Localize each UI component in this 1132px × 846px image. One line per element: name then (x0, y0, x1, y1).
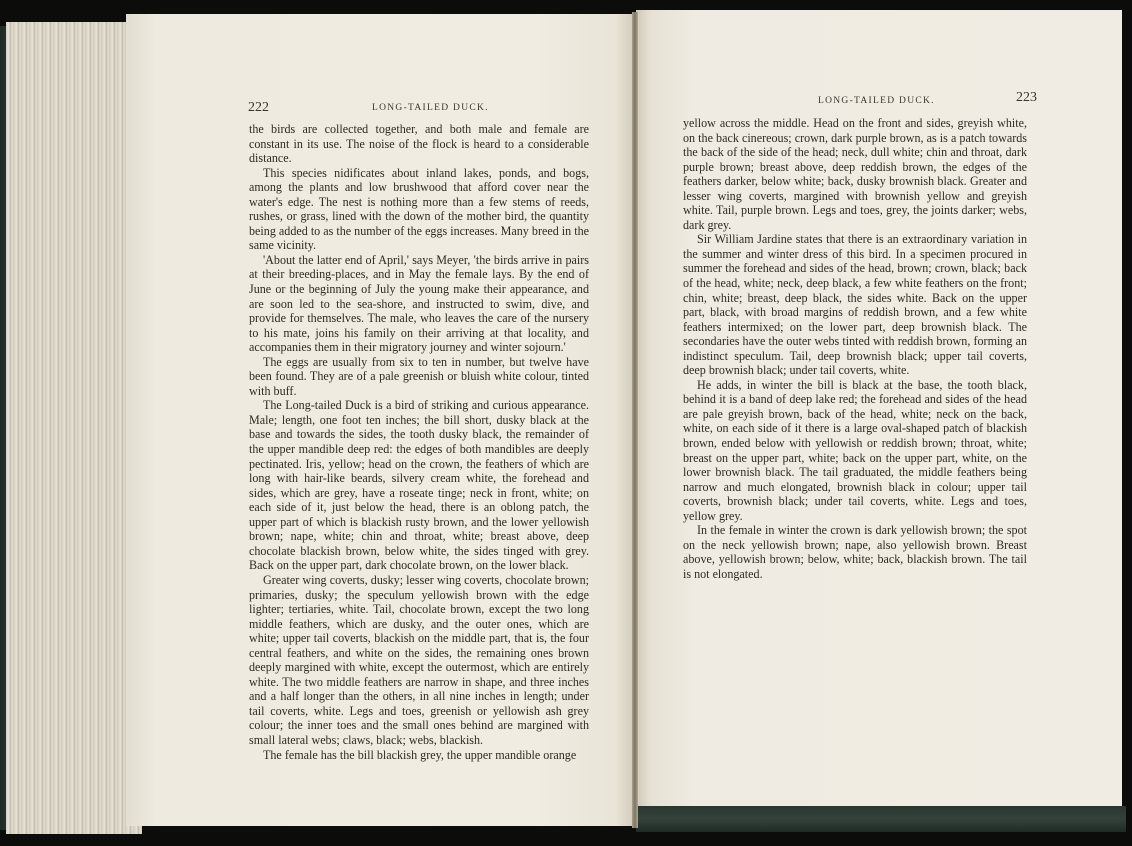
left-running-head: LONG-TAILED DUCK. (372, 103, 489, 113)
right-paragraph-1: yellow across the middle. Head on the front and sides, greyish white, on the back cinereous; crown, dark purple brown, as is a patch towards the back of the side of the head; neck, dull white; chin and throat, dark purple brown; breast above, deep reddish brown, the edges of the feathers darker, below white; back, dusky brownish black. Greater and lesser wing coverts, margined with brownish yellow and greyish white. Tail, purple brown. Legs and toes, grey, the joints darker; webs, dark grey. (683, 116, 1027, 232)
book-gutter (632, 12, 638, 828)
left-paragraph-7: The female has the bill blackish grey, the upper mandible orange (263, 747, 577, 762)
left-text-column (249, 122, 589, 762)
right-paragraph-4: In the female in winter the crown is dark yellowish brown; the spot on the neck yellowish brown; nape, also yellowish brown. Breast above, yellowish brown; below, white; back, blackish brown. The tail is not elongated. (683, 523, 1027, 581)
left-paragraph-1: the birds are collected together, and both male and female are constant in its use. The noise of the flock is heard to a considerable distance. (249, 122, 589, 166)
left-paragraph-2: This species nidificates about inland lakes, ponds, and bogs, among the plants and low brushwood that afford cover near the water's edge. The nest is nothing more than a few stems of reeds, rushes, or grass, lined with the down of the mother bird, the quantity being added to as the number of the eggs increases. Many breed in the same vicinity. (249, 165, 589, 253)
left-page-number: 222 (248, 100, 269, 115)
left-paragraph-5: The Long-tailed Duck is a bird of striking and curious appearance. Male; length, one foot ten inches; the bill short, dusky black at the base and towards the sides, the tooth dusky black, the remainder of the upper mandible deep red: the edges of both mandibles are deeply pectinated. Iris, yellow; head on the crown, the feathers of which are long with hair-like beards, silvery cream white, the forehead and sides, which are grey, have a roseate tinge; neck in front, white; on each side of it, just below the head, there is an oblong patch, the upper part of which is blackish rusty brown, and the lower yellowish brown; nape, white; chin and throat, white; breast above, deep chocolate blackish brown, below white, the sides tinged with grey. Back on the upper part, dark chocolate brown, on the lower black. (249, 398, 589, 573)
right-page-number: 223 (1016, 90, 1037, 105)
right-running-head: LONG-TAILED DUCK. (818, 96, 935, 106)
left-paragraph-3: 'About the latter end of April,' says Meyer, 'the birds arrive in pairs at their breeding-places, and in May the female lays. By the end of June or the beginning of July the young make their appearance, and are soon led to the sea-shore, and instructed to swim, dive, and provide for themselves. The male, who leaves the care of the nursery to his mate, joins his family on their arriving at that locality, and accompanies them in their migratory journey and winter sojourn.' (249, 252, 589, 355)
book-cover-bottom (636, 806, 1126, 832)
left-paragraph-6: Greater wing coverts, dusky; lesser wing coverts, chocolate brown; primaries, dusky; the speculum yellowish brown with the edge lighter; tertiaries, white. Tail, chocolate brown, except the two long middle feathers, which are dusky, and the outer ones, which are white; upper tail coverts, blackish on the middle part, that is, the four central feathers, and white on the sides, the remaining ones brown deeply margined with white, except the outermost, which are entirely white. The two middle feathers are narrow in shape, and three inches and a half longer than the others, in all nine inches in length; under tail coverts, white. Legs and toes, greenish or yellowish ash grey colour; the inner toes and the small ones behind are margined with small lateral webs; claws, black; webs, blackish. (249, 572, 589, 747)
left-paragraph-4: The eggs are usually from six to ten in number, but twelve have been found. They are of a pale greenish or bluish white colour, tinted with buff. (249, 354, 589, 398)
right-paragraph-2: Sir William Jardine states that there is an extraordinary variation in the summer and winter dress of this bird. In a specimen procured in summer the forehead and sides of the head, brown; crown, black; back of the head, white; neck, deep black, a few white feathers on the front; chin, white; breast, deep black, the sides white. Back on the upper part, black, with broad margins of reddish brown, and a few white feathers intermixed; on the lower part, deep brownish black. The secondaries have the outer webs tinted with reddish brown, forming an indistinct speculum. Tail, deep brownish black; upper tail coverts, deep brownish black; under tail coverts, white. (683, 232, 1027, 378)
right-paragraph-3: He adds, in winter the bill is black at the base, the tooth black, behind it is a band of deep lake red; the forehead and sides of the head are pale greyish brown, back of the head, white; neck on the back, white, on each side of it there is a large oval-shaped patch of blackish brown, ended below with yellowish or reddish brown; throat, white; breast on the upper part, white; back on the upper part, white, on the lower brownish black. The tail graduated, the middle feathers being narrow and much elongated, brownish black in colour; upper tail coverts, brownish black; under tail coverts, white. Legs and toes, yellow grey. (683, 377, 1027, 523)
right-text-column (683, 116, 1027, 582)
page-edges-stack (6, 22, 142, 834)
